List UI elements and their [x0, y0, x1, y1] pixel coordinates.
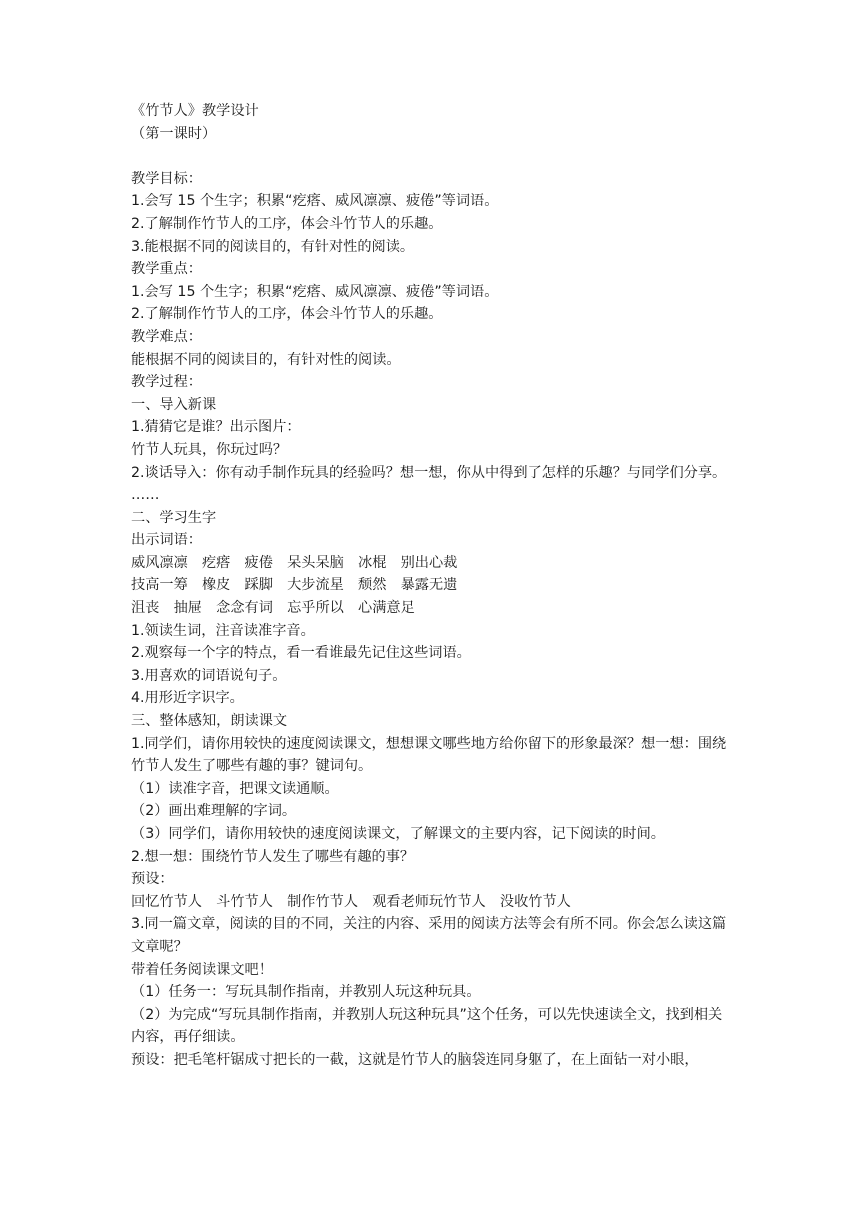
text-line: 2.想一想：围绕竹节人发生了哪些有趣的事？: [131, 848, 415, 865]
text-line: 1.猜猜它是谁？出示图片：: [131, 419, 301, 436]
document-title: 《竹节人》教学设计: [131, 103, 259, 119]
document-body: [131, 145, 736, 1071]
text-line: 3.同一篇文章，阅读的目的不同，关注的内容、采用的阅读方法等会有所不同。你会怎么读这篇文章呢？: [131, 916, 727, 955]
document-page: [131, 100, 736, 1072]
text-line: 教学过程：: [131, 374, 202, 391]
text-line: 带着任务阅读课文吧！: [131, 961, 273, 978]
text-line: 二、学习生字: [131, 509, 217, 526]
text-line: ……: [131, 487, 160, 504]
text-line: 出示词语：: [131, 532, 202, 549]
text-line: 预设：: [131, 871, 174, 888]
text-line: （2）为完成“写玩具制作指南，并教别人玩这种玩具”这个任务，可以先快速读全文，找到相关内容，再仔细读。: [131, 1006, 723, 1046]
document-subtitle: （第一课时）: [131, 125, 217, 142]
text-line: 竹节人玩具，你玩过吗？: [131, 441, 288, 458]
text-line: 1.会写 15 个生字；积累“疙瘩、威风凛凛、疲倦”等词语。: [131, 193, 499, 210]
text-line: 1.领读生词，注音读准字音。: [131, 622, 315, 639]
text-line: 2.谈话导入：你有动手制作玩具的经验吗？想一想，你从中得到了怎样的乐趣？与同学们分享。: [131, 464, 727, 481]
text-line: 1.同学们，请你用较快的速度阅读课文，想想课文哪些地方给你留下的形象最深？想一想：围绕竹节人发生了哪些有趣的事？键词句。: [131, 735, 727, 775]
text-line: （2）画出难理解的字词。: [131, 803, 297, 820]
text-line: 2.了解制作竹节人的工序，体会斗竹节人的乐趣。: [131, 306, 443, 323]
text-line: 3.能根据不同的阅读目的，有针对性的阅读。: [131, 238, 415, 255]
text-line: 三、整体感知，朗读课文: [131, 713, 288, 730]
text-line: 3.用喜欢的词语说句子。: [131, 667, 287, 684]
text-line: 回忆竹节人 斗竹节人 制作竹节人 观看老师玩竹节人 没收竹节人: [131, 893, 571, 910]
text-line: 2.了解制作竹节人的工序，体会斗竹节人的乐趣。: [131, 215, 443, 232]
text-line: 沮丧 抽屉 念念有词 忘乎所以 心满意足: [131, 600, 415, 617]
text-line: 能根据不同的阅读目的，有针对性的阅读。: [131, 351, 401, 368]
text-line: 威风凛凛 疙瘩 疲倦 呆头呆脑 冰棍 别出心裁: [131, 554, 458, 571]
text-line: （3）同学们，请你用较快的速度阅读课文，了解课文的主要内容，记下阅读的时间。: [131, 826, 665, 842]
text-line: 4.用形近字识字。: [131, 690, 244, 707]
text-line: [131, 145, 736, 168]
text-line: （1）任务一：写玩具制作指南，并教别人玩这种玩具。: [131, 984, 481, 1001]
text-line: 预设：把毛笔杆锯成寸把长的一截，这就是竹节人的脑袋连同身躯了，在上面钻一对小眼，: [131, 1051, 699, 1068]
text-line: 2.观察每一个字的特点，看一看谁最先记住这些词语。: [131, 645, 471, 662]
text-line: 教学重点：: [131, 261, 202, 278]
text-line: 教学难点：: [131, 328, 202, 345]
text-line: 技高一筹 橡皮 踩脚 大步流星 颓然 暴露无遗: [131, 577, 458, 594]
text-line: 1.会写 15 个生字；积累“疙瘩、威风凛凛、疲倦”等词语。: [131, 283, 499, 300]
text-line: 教学目标：: [131, 170, 202, 187]
text-line: 一、导入新课: [131, 396, 217, 413]
text-line: （1）读准字音，把课文读通顺。: [131, 780, 339, 797]
